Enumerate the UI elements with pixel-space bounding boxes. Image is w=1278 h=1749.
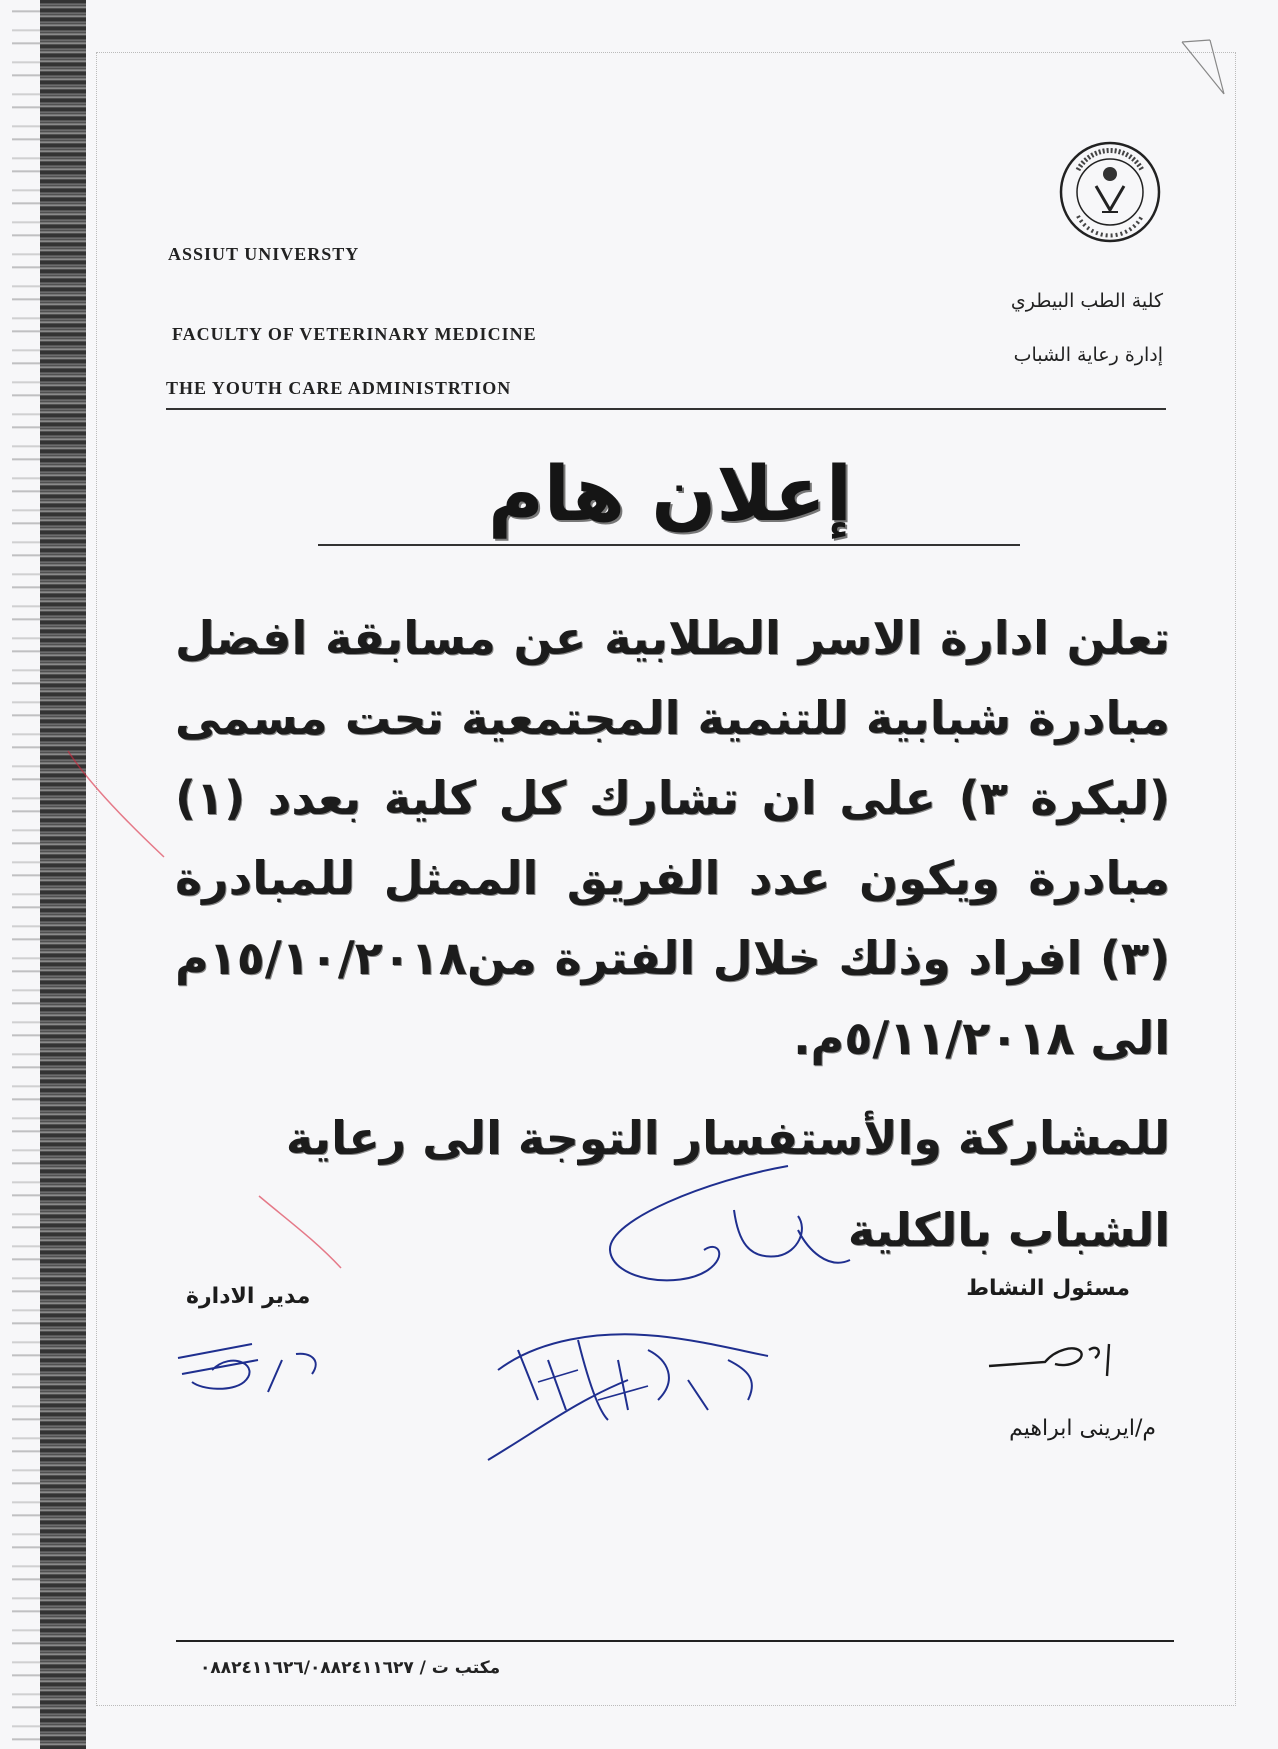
title-underline <box>318 544 1020 546</box>
contact-instruction: للمشاركة والأستفسار التوجة الى رعاية الشباب بالكلية <box>285 1111 1170 1257</box>
scan-shadow-edge <box>40 0 86 1749</box>
admin-name-en: THE YOUTH CARE ADMINISTRTION <box>166 378 512 398</box>
header-rule <box>166 408 1166 410</box>
activity-officer-signature <box>985 1330 1125 1390</box>
faculty-name-en: FACULTY OF VETERINARY MEDICINE <box>172 324 537 344</box>
university-name-en: ASSIUT UNIVERSTY <box>168 244 360 264</box>
page-title: إعلان هام <box>488 449 852 538</box>
activity-officer-title: مسئول النشاط <box>966 1276 1130 1301</box>
admin-name-ar: إدارة رعاية الشباب <box>1013 344 1163 366</box>
director-signature <box>172 1330 372 1400</box>
footer-rule <box>176 1640 1174 1642</box>
faculty-logo-seal <box>1058 140 1162 244</box>
announcement-text: تعلن ادارة الاسر الطلابية عن مسابقة افضل مبادرة شبابية للتنمية المجتمعية تحت مسمى (لبكرة ٣) على ان تشارك كل كلية بعدد (١) مبادرة ويكون عدد الفريق الممثل للمبادرة (٣) افراد وذلك خلال الفترة من١٥/١٠/٢٠١٨م الى ٥/١١/٢٠١٨م. <box>175 611 1170 1065</box>
dean-signature <box>478 1160 858 1490</box>
activity-officer-name: م/ايرينى ابراهيم <box>1009 1416 1156 1441</box>
red-pen-mark <box>255 1192 345 1272</box>
director-title: مدير الادارة <box>186 1284 311 1309</box>
red-pen-mark <box>60 745 170 865</box>
folded-corner <box>1180 38 1226 98</box>
office-phone-numbers: مكتب ت / ٠٨٨٢٤١١٦٢٦/٠٨٨٢٤١١٦٢٧ <box>200 1658 501 1678</box>
faculty-name-ar: كلية الطب البيطري <box>1010 290 1163 312</box>
